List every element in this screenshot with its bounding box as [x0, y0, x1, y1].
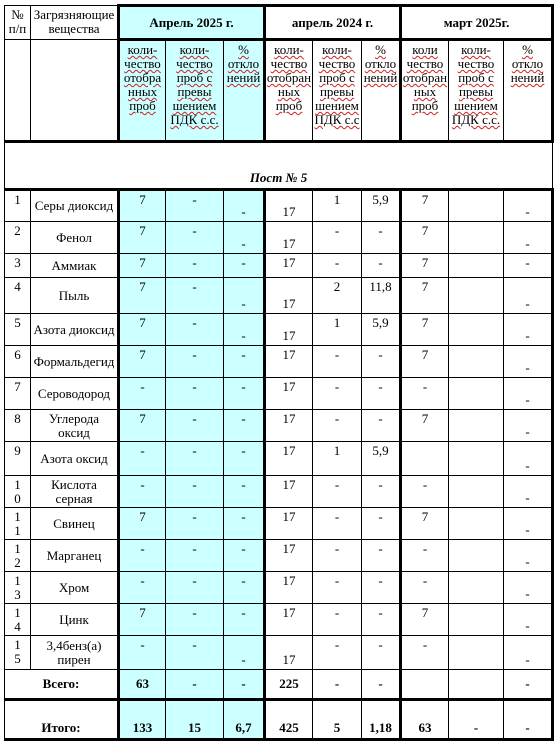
value-cell [449, 410, 504, 442]
value-cell [449, 378, 504, 410]
value-cell: 7 [401, 190, 449, 222]
value-cell: 17 [265, 190, 313, 222]
value-cell [449, 636, 504, 670]
value-cell: - [166, 442, 224, 476]
row-number: 1 4 [5, 604, 31, 636]
value-cell: - [224, 476, 265, 508]
value-cell: - [504, 278, 553, 314]
value-cell [449, 508, 504, 540]
value-cell: 11,8 [362, 278, 401, 314]
value-cell: - [166, 378, 224, 410]
value-cell: - [401, 540, 449, 572]
value-cell: - [504, 410, 553, 442]
value-cell: 7 [401, 508, 449, 540]
value-cell [449, 604, 504, 636]
substance-name: Марганец [31, 540, 119, 572]
value-cell: - [224, 540, 265, 572]
substance-name: Аммиак [31, 254, 119, 278]
grand-row [5, 700, 553, 740]
value-cell: 5,9 [362, 442, 401, 476]
value-cell: - [362, 254, 401, 278]
total-value [449, 670, 504, 700]
value-cell: 5,9 [362, 190, 401, 222]
row-number: 1 3 [5, 572, 31, 604]
value-cell: - [224, 572, 265, 604]
row-number: 4 [5, 278, 31, 314]
subheader-1-1: коли- чество отобра нных проб [119, 40, 166, 142]
value-cell: 7 [119, 604, 166, 636]
value-cell: - [166, 636, 224, 670]
value-cell: - [166, 346, 224, 378]
subheader-3-3: % откло нений [504, 40, 553, 142]
value-cell: 17 [265, 410, 313, 442]
value-cell: - [224, 222, 265, 254]
table-row [5, 278, 553, 314]
grand-value: 6,7 [224, 700, 265, 740]
value-cell: - [119, 476, 166, 508]
value-cell: - [362, 636, 401, 670]
post-row [5, 142, 553, 190]
value-cell: 17 [265, 604, 313, 636]
value-cell: 17 [265, 378, 313, 410]
table-row [5, 508, 553, 540]
value-cell: - [504, 476, 553, 508]
substance-name: Фенол [31, 222, 119, 254]
substance-name: Пыль [31, 278, 119, 314]
value-cell: - [504, 222, 553, 254]
value-cell: - [166, 410, 224, 442]
subheader-2-3: % откло нений [362, 40, 401, 142]
table-row [5, 222, 553, 254]
row-number: 1 1 [5, 508, 31, 540]
value-cell: - [313, 222, 362, 254]
subheader-3-2: коли- чество проб с превы шением ПДК с.с. [449, 40, 504, 142]
value-cell: - [362, 222, 401, 254]
value-cell [449, 278, 504, 314]
value-cell [449, 572, 504, 604]
monitoring-table [4, 4, 554, 741]
value-cell: - [504, 378, 553, 410]
value-cell: 1 [313, 190, 362, 222]
value-cell: 17 [265, 476, 313, 508]
value-cell: - [504, 508, 553, 540]
value-cell: - [313, 346, 362, 378]
row-number: 2 [5, 222, 31, 254]
value-cell: 7 [401, 604, 449, 636]
header-row-groups [5, 6, 553, 40]
row-number: 1 0 [5, 476, 31, 508]
value-cell: - [119, 636, 166, 670]
grand-value: 15 [166, 700, 224, 740]
value-cell: - [362, 378, 401, 410]
value-cell [401, 442, 449, 476]
row-number: 8 [5, 410, 31, 442]
grand-value: 63 [401, 700, 449, 740]
subheader-3-1: коли чество отобран ных проб [401, 40, 449, 142]
subheader-2-1: коли- чество отобран ных проб [265, 40, 313, 142]
value-cell: 7 [119, 222, 166, 254]
value-cell: 7 [119, 314, 166, 346]
value-cell: 17 [265, 254, 313, 278]
value-cell [449, 254, 504, 278]
table-row [5, 378, 553, 410]
table-row [5, 476, 553, 508]
value-cell: - [313, 476, 362, 508]
value-cell: - [504, 314, 553, 346]
table-row [5, 410, 553, 442]
table-row [5, 442, 553, 476]
value-cell: - [313, 572, 362, 604]
substance-name: Сероводород [31, 378, 119, 410]
total-value: - [504, 670, 553, 700]
table-row [5, 190, 553, 222]
substance-name: Азота оксид [31, 442, 119, 476]
row-number: 1 5 [5, 636, 31, 670]
value-cell: 7 [119, 508, 166, 540]
value-cell: - [362, 476, 401, 508]
value-cell: - [313, 540, 362, 572]
substance-name: Цинк [31, 604, 119, 636]
group-april-2024: апрель 2024 г. [265, 6, 401, 40]
total-row [5, 670, 553, 700]
value-cell: - [362, 508, 401, 540]
value-cell: - [224, 346, 265, 378]
grand-value: 1,18 [362, 700, 401, 740]
value-cell: - [401, 476, 449, 508]
group-march-2025: март 2025г. [401, 6, 553, 40]
value-cell: - [224, 254, 265, 278]
value-cell: 7 [401, 278, 449, 314]
value-cell: - [313, 604, 362, 636]
value-cell: 17 [265, 222, 313, 254]
row-number: 6 [5, 346, 31, 378]
value-cell [449, 540, 504, 572]
value-cell: - [401, 572, 449, 604]
grand-value: - [504, 700, 553, 740]
subheader-1-2: коли- чество проб с превы шением ПДК с.с. [166, 40, 224, 142]
grand-label: Итого: [5, 700, 119, 740]
value-cell: - [504, 190, 553, 222]
value-cell: - [224, 278, 265, 314]
value-cell: - [224, 508, 265, 540]
post-title: Пост № 5 [5, 142, 553, 190]
value-cell: - [166, 278, 224, 314]
value-cell: 7 [401, 314, 449, 346]
value-cell: - [362, 410, 401, 442]
grand-value: 133 [119, 700, 166, 740]
grand-value: 5 [313, 700, 362, 740]
value-cell: 7 [119, 278, 166, 314]
substance-name: Серы диоксид [31, 190, 119, 222]
value-cell: 17 [265, 636, 313, 670]
value-cell: - [313, 508, 362, 540]
subheader-1-3: % откло нений [224, 40, 265, 142]
substance-name: 3,4бенз(а) пирен [31, 636, 119, 670]
value-cell: 7 [119, 346, 166, 378]
value-cell: - [166, 540, 224, 572]
value-cell: 7 [401, 410, 449, 442]
value-cell: 17 [265, 346, 313, 378]
value-cell: - [224, 190, 265, 222]
grand-value: - [449, 700, 504, 740]
value-cell [449, 314, 504, 346]
value-cell: - [362, 572, 401, 604]
table-row [5, 572, 553, 604]
substance-name: Хром [31, 572, 119, 604]
total-value: 63 [119, 670, 166, 700]
value-cell: - [224, 636, 265, 670]
value-cell: - [504, 346, 553, 378]
value-cell: - [119, 572, 166, 604]
value-cell: 17 [265, 540, 313, 572]
total-value: 225 [265, 670, 313, 700]
value-cell: - [119, 442, 166, 476]
total-value [401, 670, 449, 700]
row-number: 9 [5, 442, 31, 476]
value-cell [449, 222, 504, 254]
table-row [5, 346, 553, 378]
value-cell: 17 [265, 508, 313, 540]
value-cell: 17 [265, 278, 313, 314]
substance-name: Свинец [31, 508, 119, 540]
value-cell [449, 346, 504, 378]
value-cell: - [166, 222, 224, 254]
table-row [5, 540, 553, 572]
value-cell: - [166, 508, 224, 540]
value-cell: 2 [313, 278, 362, 314]
substance-name: Кислота серная [31, 476, 119, 508]
value-cell: - [166, 190, 224, 222]
table-row [5, 636, 553, 670]
value-cell: - [166, 572, 224, 604]
value-cell: - [504, 572, 553, 604]
row-number: 1 [5, 190, 31, 222]
header-row-columns [5, 40, 553, 142]
value-cell: 7 [119, 410, 166, 442]
value-cell [449, 442, 504, 476]
value-cell: - [313, 636, 362, 670]
value-cell: - [504, 442, 553, 476]
table-row [5, 604, 553, 636]
substance-name: Азота диоксид [31, 314, 119, 346]
value-cell: 7 [401, 222, 449, 254]
col-substance-header: Загрязняющие вещества [31, 6, 119, 40]
value-cell: 1 [313, 314, 362, 346]
value-cell: - [504, 604, 553, 636]
value-cell: - [166, 604, 224, 636]
value-cell: - [313, 378, 362, 410]
value-cell: - [362, 540, 401, 572]
value-cell: 1 [313, 442, 362, 476]
value-cell: 7 [119, 254, 166, 278]
value-cell: 17 [265, 442, 313, 476]
row-number: 1 2 [5, 540, 31, 572]
grand-value: 425 [265, 700, 313, 740]
subheader-blank-num [5, 40, 31, 142]
value-cell: - [119, 378, 166, 410]
value-cell: - [224, 442, 265, 476]
value-cell [449, 476, 504, 508]
value-cell: - [224, 378, 265, 410]
value-cell: - [362, 604, 401, 636]
value-cell: - [401, 378, 449, 410]
value-cell: 7 [401, 346, 449, 378]
value-cell: - [504, 636, 553, 670]
value-cell: - [504, 254, 553, 278]
value-cell: - [504, 540, 553, 572]
value-cell: - [401, 636, 449, 670]
value-cell: - [313, 410, 362, 442]
total-value: - [362, 670, 401, 700]
row-number: 3 [5, 254, 31, 278]
subheader-blank-substance [31, 40, 119, 142]
value-cell: 7 [119, 190, 166, 222]
value-cell: - [166, 314, 224, 346]
row-number: 7 [5, 378, 31, 410]
row-number: 5 [5, 314, 31, 346]
value-cell: - [224, 604, 265, 636]
value-cell: - [166, 254, 224, 278]
value-cell: - [166, 476, 224, 508]
value-cell [449, 190, 504, 222]
total-value: - [166, 670, 224, 700]
subheader-2-2: коли- чество проб с превы шением ПДК с.с [313, 40, 362, 142]
value-cell: 17 [265, 572, 313, 604]
col-num-header: № п/п [5, 6, 31, 40]
group-april-2025: Апрель 2025 г. [119, 6, 265, 40]
value-cell: - [224, 410, 265, 442]
value-cell: 5,9 [362, 314, 401, 346]
value-cell: - [224, 314, 265, 346]
total-value: - [224, 670, 265, 700]
table-row [5, 254, 553, 278]
value-cell: - [313, 254, 362, 278]
value-cell: 7 [401, 254, 449, 278]
total-label: Всего: [5, 670, 119, 700]
total-value: - [313, 670, 362, 700]
substance-name: Формальдегид [31, 346, 119, 378]
value-cell: 17 [265, 314, 313, 346]
value-cell: - [119, 540, 166, 572]
table-row [5, 314, 553, 346]
value-cell: - [362, 346, 401, 378]
substance-name: Углерода оксид [31, 410, 119, 442]
